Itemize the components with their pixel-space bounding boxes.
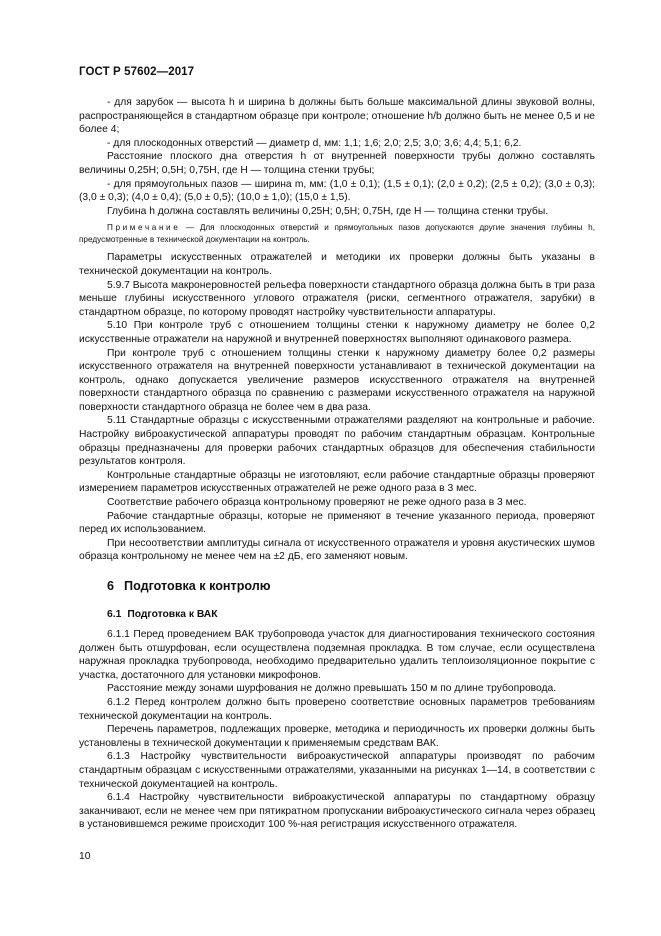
section-6-heading [79,578,595,594]
paragraph-6-1-2: 6.1.2 Перед контролем должно быть проверено соответствие основных параметров требованиям технической документации на контроль. [79,696,595,722]
paragraph-6-1-3: 6.1.3 Настройку чувствительности виброакустической аппаратуры производят по рабочим стандартным образцам с искусственными отражателями, указанными на рисунках 1—14, в соответствии с технической документацией на контроль. [79,751,595,790]
paragraph-5-11: 5.11 Стандартные образцы с искусственными отражателями разделяют на контрольные и рабочие. Настройку виброакустической аппаратуры проводят по рабочим стандартным образцам. Контрольные образцы предназначены для проверки рабочих стандартных образцов для обеспечения стабильности результатов контроля. [79,415,595,468]
page-number: 10 [79,851,91,862]
paragraph-flat-bottom-holes: - для плоскодонных отверстий — диаметр d, мм: 1,1; 1,6; 2,0; 2,5; 3,0; 3,6; 4,4; 5,1; 6,2. [107,137,522,149]
section-6-1-title: Подготовка к ВАК [127,609,218,620]
section-6-title: Подготовка к контролю [124,579,271,593]
paragraph-parameter-list: Перечень параметров, подлежащих проверке, методика и периодичность их проверки должны быть установлены в технической документации к применяемым средствам ВАК. [79,724,595,749]
paragraph-reflector-params: Параметры искусственных отражателей и методики их проверки должны быть указаны в технической документации на контроль. [79,252,595,277]
paragraph-pit-distance: Расстояние между зонами шурфования не должно превышать 150 м по длине трубопровода. [107,683,557,695]
paragraph-hole-distance: Расстояние плоского дна отверстия h от внутренней поверхности трубы должно составлять величины 0,25H; 0,5H; 0,75H, где H — толщина стенки трубы; [79,151,595,176]
paragraph-6-1-1: 6.1.1 Перед проведением ВАК трубопровода участок для диагностирования технического состояния должен быть отшурфован, если осуществлена подземная прокладка. В том случае, если осуществлена наружная прокладка трубопровода, необходимо предварительно удалить теплоизоляционное покрытие с участка, достаточного для установки микрофонов. [79,629,595,681]
document-header: ГОСТ Р 57602—2017 [79,66,195,78]
paragraph-conformity-check: Соответствие рабочего образца контрольному проверяют не реже одного раза в 3 мес. [107,497,527,509]
note-text: — Для плоскодонных отверстий и прямоугольных пазов допускаются другие значения глубины h, предусмотренные в технической документации на контроль. [79,223,595,244]
paragraph-6-1-4: 6.1.4 Настройку чувствительности виброакустической аппаратуры по стандартному образцу заканчивают, если не менее чем при пятикратном пропускании виброакустического сигнала через образец в установившемся режиме происходит 100 %-ная регистрация искусственного отражателя. [79,792,595,831]
page-content [79,96,595,832]
paragraph-5-10: 5.10 При контроле труб с отношением толщины стенки к наружному диаметру не более 0,2 искусственные отражатели на наружной и внутренней поверхностях выполняют одинакового размера. [79,320,595,345]
paragraph-notch-requirements: - для зарубок — высота h и ширина b должны быть больше максимальной длины звуковой волны, распространяющейся в стандартном образце при контроле; отношение h/b должно быть не менее 0,5 и не более 4; [79,97,595,136]
paragraph-control-samples: Контрольные стандартные образцы не изготовляют, если рабочие стандартные образцы проверяют измерением параметров искусственных отражателей не реже одного раза в 3 мес. [79,469,595,495]
paragraph-slot-depth: Глубина h должна составлять величины 0,25H; 0,5H; 0,75H, где H — толщина стенки трубы. [107,205,549,217]
paragraph-rectangular-slots: - для прямоугольных пазов — ширина m, мм: (1,0 ± 0,1); (1,5 ± 0,1); (2,0 ± 0,2); (2,5 ± 0,2); (3,0 ± 0,3); (3,0 ± 0,3); (4,0 ± 0,4); (5,0 ± 0,5); (10,0 ± 1,0); (15,0 ± 1,5). [79,178,595,204]
section-6-1-number: 6.1 [107,609,122,620]
paragraph-amplitude-mismatch: При несоответствии амплитуды сигнала от искусственного отражателя и уровня акустических шумов образца контрольному не менее чем на ±2 дБ, его заменяют новым. [79,537,595,563]
paragraph-working-samples: Рабочие стандартные образцы, которые не применяют в течение указанного периода, проверяют перед их использованием. [79,510,595,536]
note-label: Примечание [107,223,181,233]
note-block [79,222,595,245]
paragraph-5-10-continued: При контроле труб с отношением толщины стенки к наружному диаметру более 0,2 размеры искусственного отражателя на внутренней поверхности устанавливают в технической документации на контроль, однако допускается увеличение размеров искусственного отражателя на внутренней поверхности стандартного образца по сравнению с размерами искусственного отражателя на наружной поверхности стандартного образца не более чем в два раза. [79,347,595,413]
paragraph-5-9-7: 5.9.7 Высота макронеровностей рельефа поверхности стандартного образца должна быть в три раза меньше глубины искусственного углового отражателя (риски, сегментного отражателя, зарубки) в стандартном образце, по которому проводят настройку чувствительности аппаратуры. [79,279,595,318]
section-6-1-heading [79,608,595,622]
section-6-number: 6 [107,579,115,593]
